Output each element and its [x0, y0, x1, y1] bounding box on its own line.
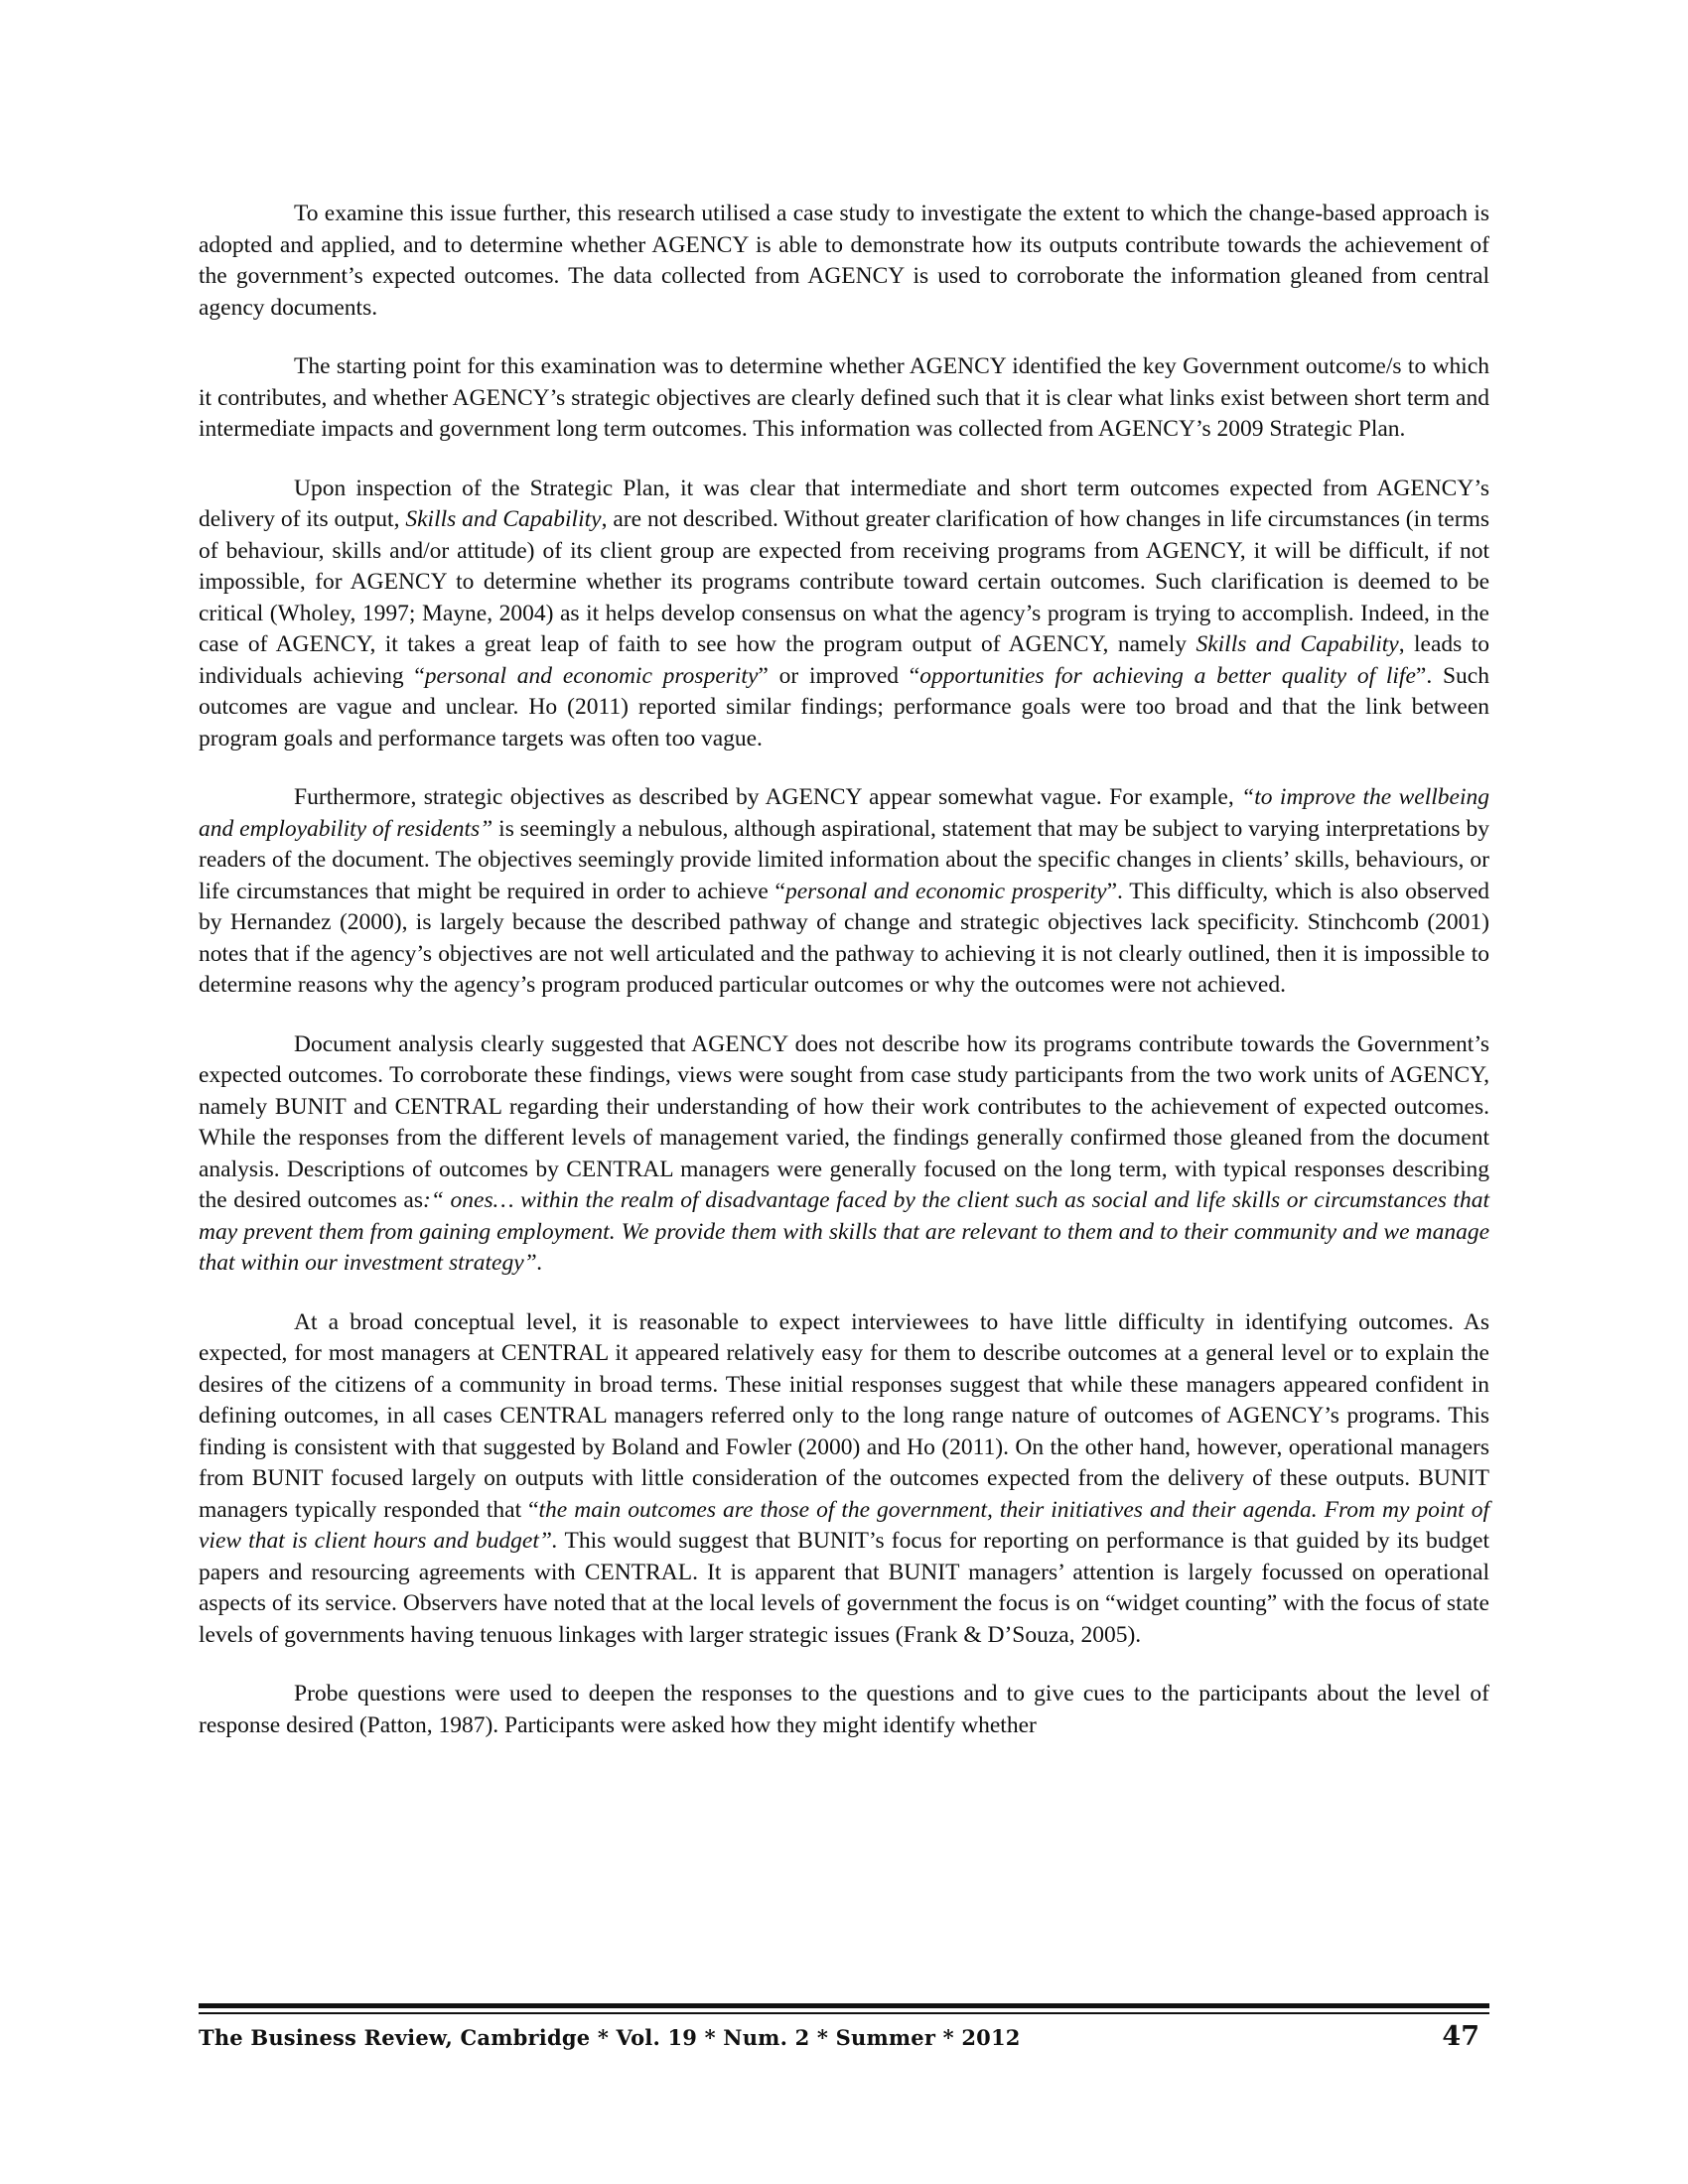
- text-run: Upon inspection of the Strategic Plan, it was clear that intermediate and short term outcomes expected from AGENCY’s delivery of its output,: [199, 475, 1489, 532]
- footer-rule-thick: [199, 2003, 1489, 2008]
- text-run: The starting point for this examination was to determine whether AGENCY identified the key Government outcome/s to which it contributes, and whether AGENCY’s strategic objectives are clearly defined such that it is clear what links exist between short term and intermediate impacts and government long term outcomes. This information was collected from AGENCY’s 2009 Strategic Plan.: [199, 353, 1489, 442]
- text-run: To examine this issue further, this research utilised a case study to investigate the extent to which the change-based approach is adopted and applied, and to determine whether AGENCY is able to demonstrate how its outputs contribute towards the achievement of the government’s expected outcomes. The data collected from AGENCY is used to corroborate the information gleaned from central agency documents.: [199, 201, 1489, 321]
- italic-text-run: personal and economic prosperity: [784, 878, 1107, 904]
- paragraph-2: [199, 351, 1489, 446]
- paragraph-3: [199, 474, 1489, 755]
- paragraph-7: [199, 1679, 1489, 1741]
- italic-text-run: Skills and Capability: [405, 506, 602, 532]
- text-run: ” or improved “: [758, 662, 920, 689]
- italic-text-run: “to improve the wellbeing and employability of residents”: [199, 784, 1489, 842]
- italic-text-run: the main outcomes are those of the government, their initiatives and their agenda. From my point of view that is client hours and budget”.: [199, 1496, 1489, 1554]
- footer-rule-thin: [199, 2012, 1489, 2014]
- footer-page-number: 47: [1442, 2021, 1479, 2052]
- italic-text-run: Skills and Capability: [1196, 631, 1399, 657]
- text-run: ”. Such outcomes are vague and unclear. Ho (2011) reported similar findings; performance goals were too broad and that the link between program goals and performance targets was often too vague.: [199, 662, 1489, 751]
- text-run: Probe questions were used to deepen the responses to the questions and to give cues to the participants about the level of response desired (Patton, 1987). Participants were asked how they might identify whether: [199, 1681, 1489, 1738]
- paragraph-1: [199, 199, 1489, 324]
- text-run: is seemingly a nebulous, although aspirational, statement that may be subject to varying interpretations by readers of the document. The objectives seemingly provide limited information about the specific changes in clients’ skills, behaviours, or life circumstances that might be required in order to achieve “: [199, 815, 1489, 904]
- italic-text-run: personal and economic prosperity: [424, 662, 759, 689]
- paragraph-6: [199, 1307, 1489, 1652]
- italic-text-run: opportunities for achieving a better quality of life: [919, 662, 1416, 689]
- text-run: , leads to individuals achieving “: [199, 631, 1489, 689]
- text-run: This would suggest that BUNIT’s focus for reporting on performance is that guided by its budget papers and resourcing agreements with CENTRAL. It is apparent that BUNIT managers’ attention is largely focussed on operational aspects of its service. Observers have noted that at the local levels of government the focus is on “widget counting” with the focus of state levels of governments having tenuous linkages with larger strategic issues (Frank & D’Souza, 2005).: [199, 1528, 1489, 1648]
- text-run: Document analysis clearly suggested that AGENCY does not describe how its programs contribute towards the Government’s expected outcomes. To corroborate these findings, views were sought from case study participants from the two work units of AGENCY, namely BUNIT and CENTRAL regarding their understanding of how their work contributes to the achievement of expected outcomes. While the responses from the different levels of management varied, the findings generally confirmed those gleaned from the document analysis. Descriptions of outcomes by CENTRAL managers were generally focused on the long term, with typical responses describing the desired outcomes as: [199, 1030, 1489, 1213]
- page-footer: [199, 2021, 1489, 2061]
- footer-journal-citation: The Business Review, Cambridge * Vol. 19 * Num. 2 * Summer * 2012: [199, 2025, 1021, 2050]
- text-run: ”. This difficulty, which is also observed by Hernandez (2000), is largely because the described pathway of change and strategic objectives lack specificity. Stinchcomb (2001) notes that if the agency’s objectives are not well articulated and the pathway to achieving it is not clearly outlined, then it is impossible to determine reasons why the agency’s program produced particular outcomes or why the outcomes were not achieved.: [199, 878, 1490, 998]
- text-run: At a broad conceptual level, it is reasonable to expect interviewees to have little difficulty in identifying outcomes. As expected, for most managers at CENTRAL it appeared relatively easy for them to describe outcomes at a general level or to explain the desires of the citizens of a community in broad terms. These initial responses suggest that while these managers appeared confident in defining outcomes, in all cases CENTRAL managers referred only to the long range nature of outcomes of AGENCY’s programs. This finding is consistent with that suggested by Boland and Fowler (2000) and Ho (2011). On the other hand, however, operational managers from BUNIT focused largely on outputs with little consideration of the outcomes expected from the delivery of these outputs. BUNIT managers typically responded that “: [199, 1308, 1489, 1523]
- page-body: [199, 199, 1489, 1769]
- text-run: Furthermore, strategic objectives as described by AGENCY appear somewhat vague. For example,: [294, 784, 1242, 810]
- paragraph-5: [199, 1029, 1489, 1280]
- text-run: , are not described. Without greater clarification of how changes in life circumstances (in terms of behaviour, skills and/or attitude) of its client group are expected from receiving programs from AGENCY, it will be difficult, if not impossible, for AGENCY to determine whether its programs contribute toward certain outcomes. Such clarification is deemed to be critical (Wholey, 1997; Mayne, 2004) as it helps develop consensus on what the agency’s program is trying to accomplish. Indeed, in the case of AGENCY, it takes a great leap of faith to see how the program output of AGENCY, namely: [199, 506, 1489, 657]
- paragraph-4: [199, 782, 1489, 1002]
- italic-text-run: :“ ones… within the realm of disadvantage faced by the client such as social and life skills or circumstances that may prevent them from gaining employment. We provide them with skills that are relevant to them and to their community and we manage that within our investment strategy”.: [199, 1187, 1489, 1276]
